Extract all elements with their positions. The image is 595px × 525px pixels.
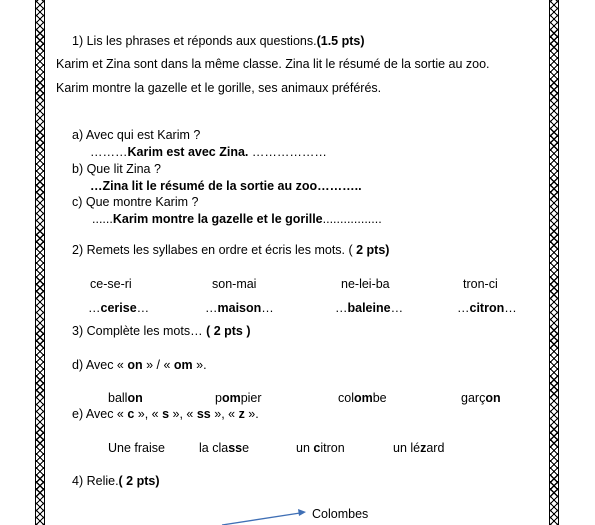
syllables-3: ne-lei-ba: [341, 277, 390, 291]
e-word-3: un citron: [296, 441, 345, 455]
part-e-instruction: e) Avec « c », « s », « ss », « z ».: [72, 407, 259, 421]
d-word-1: ballon: [108, 391, 143, 405]
e-word-4: un lézard: [393, 441, 445, 455]
question-c: c) Que montre Karim ?: [72, 195, 199, 209]
question-a: a) Avec qui est Karim ?: [72, 128, 201, 142]
reading-line-1: Karim et Zina sont dans la même classe. Zina lit le résumé de la sortie au zoo.: [56, 57, 490, 71]
d-word-4: garçon: [461, 391, 501, 405]
match-word-colombes: Colombes: [312, 507, 369, 521]
d-word-3: colombe: [338, 391, 387, 405]
syllables-2: son-mai: [212, 277, 257, 291]
word-4: …citron…: [457, 301, 517, 315]
e-word-1: Une fraise: [108, 441, 165, 455]
word-1: …cerise…: [88, 301, 150, 315]
q2-title: 2) Remets les syllabes en ordre et écris les mots. ( 2 pts): [72, 243, 390, 257]
d-word-2: pompier: [215, 391, 262, 405]
q1-title: 1) Lis les phrases et réponds aux questions.(1.5 pts): [72, 34, 365, 48]
reading-line-2: Karim montre la gazelle et le gorille, ses animaux préférés.: [56, 81, 382, 95]
answer-b: …Zina lit le résumé de la sortie au zoo………..: [90, 179, 362, 193]
q3-title: 3) Complète les mots… ( 2 pts ): [72, 324, 251, 338]
word-3: …baleine…: [335, 301, 404, 315]
e-word-2: la classe: [199, 441, 250, 455]
syllables-1: ce-se-ri: [90, 277, 132, 291]
syllables-4: tron-ci: [463, 277, 498, 291]
word-2: …maison…: [205, 301, 274, 315]
question-b: b) Que lit Zina ?: [72, 162, 161, 176]
part-d-instruction: d) Avec « on » / « om ».: [72, 358, 207, 372]
answer-a: ………Karim est avec Zina. ………………: [90, 145, 327, 159]
q4-title: 4) Relie.( 2 pts): [72, 474, 160, 488]
answer-c: ......Karim montre la gazelle et le gorille.................: [92, 212, 382, 226]
